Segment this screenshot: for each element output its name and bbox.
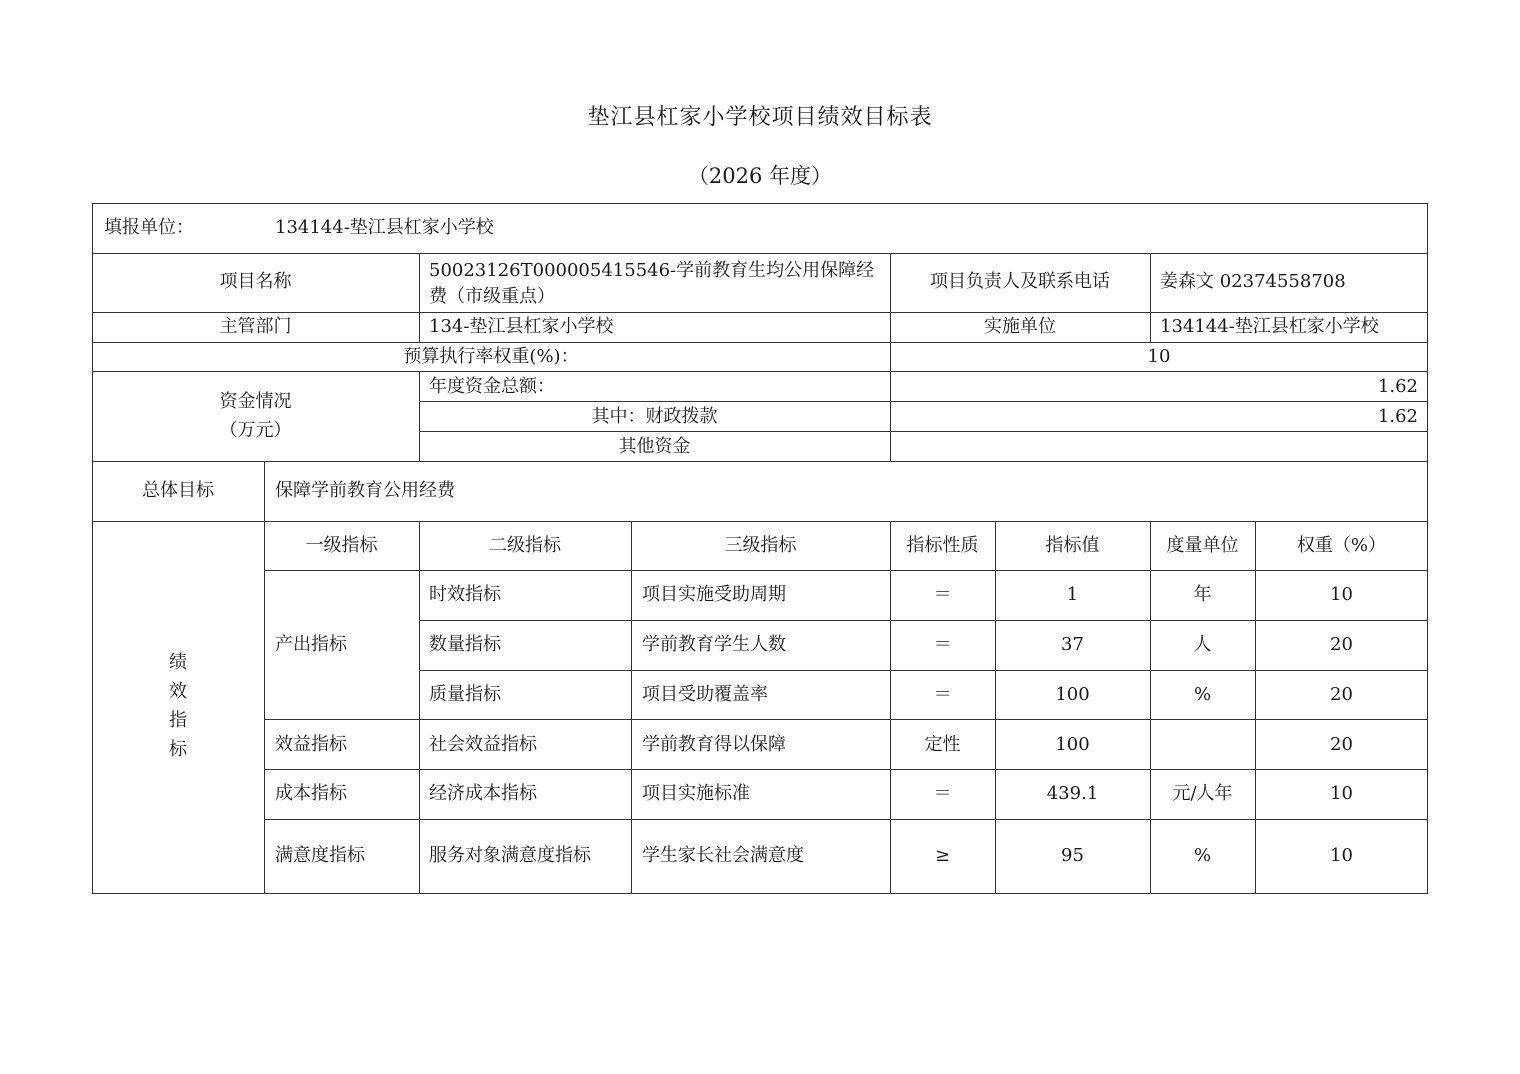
page-subtitle-year: （2026 年度） xyxy=(687,164,833,188)
implementer-value: 134144-垫江县杠家小学校 xyxy=(1160,316,1379,337)
funds-fiscal-value: 1.62 xyxy=(1377,406,1418,427)
row-divider xyxy=(419,401,1428,402)
unit-cell: 元/人年 xyxy=(1172,783,1233,804)
level3-cell: 学前教育学生人数 xyxy=(642,634,786,655)
weight-cell: 20 xyxy=(1330,734,1353,755)
column-divider xyxy=(419,521,420,894)
nature-cell: 定性 xyxy=(924,734,961,755)
level2-cell: 数量指标 xyxy=(429,634,501,655)
nature-cell: ＝ xyxy=(933,634,952,655)
value-cell: 100 xyxy=(1055,684,1090,705)
level2-cell: 质量指标 xyxy=(429,684,501,705)
column-divider xyxy=(264,461,265,894)
project-contact-value: 姜森文 02374558708 xyxy=(1160,271,1346,292)
indicator-side-char: 标 xyxy=(169,739,187,760)
indicator-side-char: 绩 xyxy=(169,652,187,673)
level2-cell: 社会效益指标 xyxy=(429,734,537,755)
value-cell: 100 xyxy=(1055,734,1090,755)
nature-cell: ≥ xyxy=(934,845,951,866)
value-cell: 37 xyxy=(1061,634,1084,655)
page-title: 垫江县杠家小学校项目绩效目标表 xyxy=(587,105,933,130)
row-divider xyxy=(419,670,1428,671)
funds-other-label: 其他资金 xyxy=(618,436,691,457)
value-cell: 95 xyxy=(1061,845,1084,866)
project-name-label: 项目名称 xyxy=(219,271,292,292)
weight-cell: 10 xyxy=(1330,845,1353,866)
implementer-label: 实施单位 xyxy=(984,316,1056,337)
indicator-side-char: 效 xyxy=(169,681,187,702)
header-value: 指标值 xyxy=(1045,535,1100,556)
header-nature: 指标性质 xyxy=(906,535,979,556)
column-divider xyxy=(890,521,891,894)
weight-cell: 20 xyxy=(1330,684,1353,705)
value-cell: 1 xyxy=(1066,584,1079,605)
header-level1: 一级指标 xyxy=(305,535,378,556)
header-level3: 三级指标 xyxy=(724,535,797,556)
row-divider xyxy=(264,819,1428,820)
nature-cell: ＝ xyxy=(933,783,952,804)
level2-cell: 服务对象满意度指标 xyxy=(429,845,591,866)
filler-value: 134144-垫江县杠家小学校 xyxy=(275,217,494,238)
unit-cell: 年 xyxy=(1193,584,1212,605)
unit-cell: % xyxy=(1193,845,1212,866)
project-name-value: 50023126T000005415546-学前教育生均公用保障经费（市级重点） xyxy=(429,260,875,307)
department-label: 主管部门 xyxy=(219,316,292,337)
funds-total-value: 1.62 xyxy=(1377,376,1418,397)
row-divider xyxy=(419,620,1428,621)
department-value: 134-垫江县杠家小学校 xyxy=(429,316,614,337)
funds-total-label: 年度资金总额： xyxy=(429,376,555,397)
row-divider xyxy=(92,342,1428,343)
level1-cell: 产出指标 xyxy=(275,634,347,655)
budget-weight-value: 10 xyxy=(1147,346,1171,367)
weight-cell: 10 xyxy=(1330,584,1353,605)
header-unit: 度量单位 xyxy=(1166,535,1239,556)
unit-cell: % xyxy=(1193,684,1212,705)
weight-cell: 10 xyxy=(1330,783,1353,804)
row-divider xyxy=(92,312,1428,313)
value-cell: 439.1 xyxy=(1046,783,1099,804)
row-divider xyxy=(92,253,1428,254)
column-divider xyxy=(1255,521,1256,894)
weight-cell: 20 xyxy=(1330,634,1353,655)
column-divider xyxy=(631,521,632,894)
column-divider xyxy=(995,521,996,894)
funds-unit-label: （万元） xyxy=(219,420,292,441)
column-divider xyxy=(1150,253,1151,342)
level1-cell: 效益指标 xyxy=(275,734,347,755)
nature-cell: ＝ xyxy=(933,584,952,605)
level2-cell: 经济成本指标 xyxy=(429,783,537,804)
project-contact-label: 项目负责人及联系电话 xyxy=(930,271,1110,292)
filler-label: 填报单位： xyxy=(104,217,194,238)
level1-cell: 成本指标 xyxy=(275,783,347,804)
row-divider xyxy=(419,431,1428,432)
row-divider xyxy=(264,769,1428,770)
level3-cell: 项目实施标准 xyxy=(642,783,750,804)
row-divider xyxy=(92,461,1428,462)
funds-fiscal-label: 其中：财政拨款 xyxy=(591,406,718,427)
row-divider xyxy=(92,521,1428,522)
row-divider xyxy=(92,371,1428,372)
row-divider xyxy=(264,719,1428,720)
level1-cell: 满意度指标 xyxy=(275,845,365,866)
level3-cell: 项目受助覆盖率 xyxy=(642,684,768,705)
level3-cell: 项目实施受助周期 xyxy=(642,584,786,605)
goal-value: 保障学前教育公用经费 xyxy=(275,480,455,501)
header-weight: 权重（%） xyxy=(1296,535,1387,556)
row-divider xyxy=(264,570,1428,571)
level3-cell: 学前教育得以保障 xyxy=(642,734,786,755)
column-divider xyxy=(1150,521,1151,894)
column-divider xyxy=(419,253,420,342)
nature-cell: ＝ xyxy=(933,684,952,705)
funds-label: 资金情况 xyxy=(219,391,292,412)
goal-label: 总体目标 xyxy=(142,480,214,501)
budget-weight-label: 预算执行率权重(%)： xyxy=(403,346,579,367)
level3-cell: 学生家长社会满意度 xyxy=(642,845,804,866)
level2-cell: 时效指标 xyxy=(429,584,501,605)
indicator-side-char: 指 xyxy=(169,710,187,731)
header-level2: 二级指标 xyxy=(489,535,561,556)
unit-cell: 人 xyxy=(1193,634,1212,655)
